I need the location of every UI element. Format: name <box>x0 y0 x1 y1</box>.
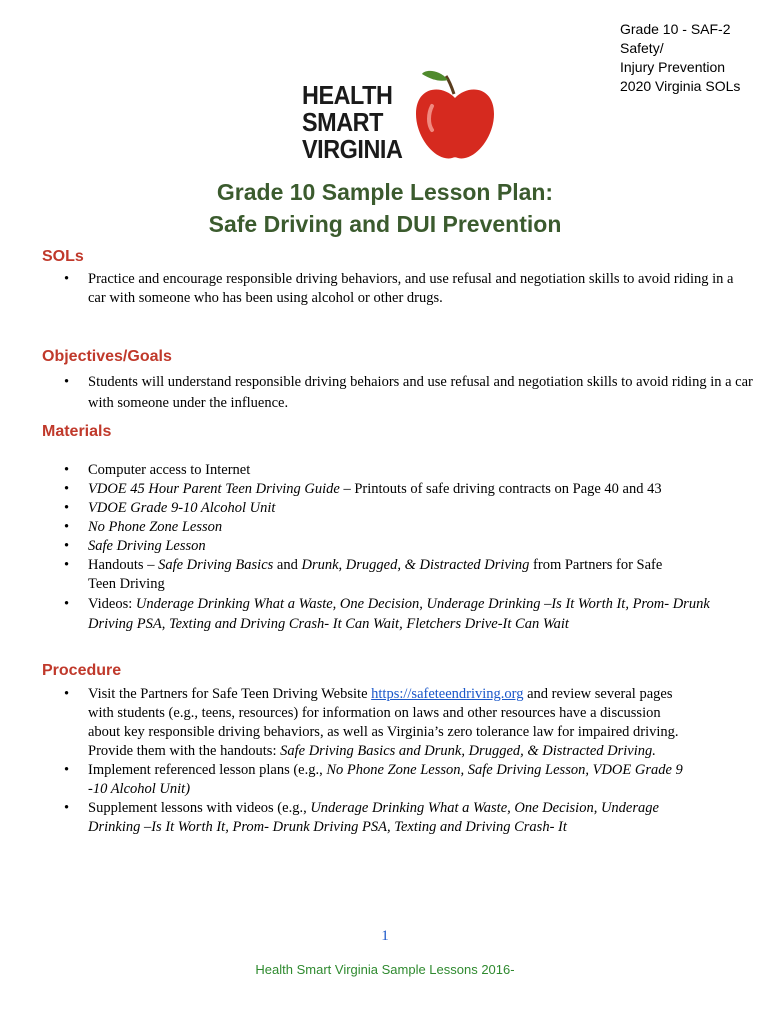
procedure-3-videos: Underage Drinking What a Waste, One Decision, Underage Drinking –Is It Worth It, Prom- Drunk Driving PSA, Texting and Driving Crash- It <box>88 800 659 835</box>
handouts-prefix: Handouts – <box>88 557 159 573</box>
title-line-2: Safe Driving and DUI Prevention <box>208 211 562 237</box>
safe-teen-driving-link[interactable]: https://safeteendriving.org <box>371 686 524 702</box>
material-computer: Computer access to Internet <box>88 462 251 478</box>
procedure-list <box>88 685 688 837</box>
list-item <box>88 461 688 480</box>
health-smart-virginia-logo <box>302 66 502 166</box>
lesson-title <box>0 176 770 240</box>
sols-heading: SOLs <box>42 248 84 265</box>
topic-line-1: Safety/ <box>620 40 664 56</box>
logo-line-1: HEALTH <box>302 80 393 110</box>
objectives-list <box>88 372 753 414</box>
procedure-heading: Procedure <box>42 662 122 679</box>
page-number: 1 <box>381 928 389 944</box>
material-driving-guide-detail: – Printouts of safe driving contracts on Page 40 and 43 <box>339 481 662 497</box>
list-item <box>88 761 688 799</box>
list-item <box>88 799 688 837</box>
list-item: • Students will understand responsible driving behaiors and use refusal and negotiation skills to avoid riding in a car with someone under the influence. <box>88 372 753 414</box>
header-info <box>620 20 740 96</box>
objectives-heading: Objectives/Goals <box>42 348 172 365</box>
materials-list <box>88 461 710 634</box>
videos-list: Underage Drinking What a Waste, One Decision, Underage Drinking –Is It Worth It, Prom- Drunk Driving PSA, Texting and Driving Crash- It Can Wait, Fletchers Drive-It Can Wait <box>88 596 710 632</box>
list-item <box>88 556 688 594</box>
list-item <box>88 518 688 537</box>
procedure-3-text: Supplement lessons with videos (e.g., <box>88 800 311 816</box>
handout-safe-driving-basics: Safe Driving Basics <box>158 557 274 573</box>
procedure-1-handouts: Safe Driving Basics and Drunk, Drugged, & Distracted Driving. <box>280 743 656 759</box>
material-safe-driving-lesson: Safe Driving Lesson <box>88 538 206 554</box>
material-no-phone-zone: No Phone Zone Lesson <box>88 519 223 535</box>
logo-line-3: VIRGINIA <box>302 134 403 164</box>
procedure-1-detail: and review several pages with students (e.g., teens, resources) for information on laws and other resources have a discussion about key responsible driving behaviors, as well as Virginia’s zero tolerance law for impaired driving. Provide them with the handouts: <box>88 686 679 759</box>
list-item <box>88 594 753 634</box>
material-alcohol-unit: VDOE Grade 9-10 Alcohol Unit <box>88 500 276 516</box>
handout-drunk-drugged: Drunk, Drugged, & Distracted Driving <box>301 557 530 573</box>
apple-icon <box>412 66 498 166</box>
list-item <box>88 685 688 761</box>
logo-wordmark <box>302 82 402 163</box>
procedure-2-lessons: No Phone Zone Lesson, Safe Driving Lesson, VDOE Grade 9 -10 Alcohol Unit) <box>88 762 683 797</box>
title-line-1: Grade 10 Sample Lesson Plan: <box>216 179 554 205</box>
logo-line-2: SMART <box>302 107 383 137</box>
procedure-2-text: Implement referenced lesson plans (e.g., <box>88 762 327 778</box>
footer-text: Health Smart Virginia Sample Lessons 2016- <box>255 962 515 977</box>
videos-prefix: Videos: <box>88 596 136 612</box>
grade-code: Grade 10 - SAF-2 <box>620 21 731 37</box>
procedure-1-text: Visit the Partners for Safe Teen Driving Website <box>88 686 372 702</box>
sols-list <box>88 270 753 308</box>
standards-label: 2020 Virginia SOLs <box>620 78 741 94</box>
handouts-and: and <box>273 557 302 573</box>
topic-line-2: Injury Prevention <box>620 59 726 75</box>
list-item <box>88 499 688 518</box>
handouts-suffix: from Partners for Safe Teen Driving <box>88 557 663 592</box>
material-driving-guide: VDOE 45 Hour Parent Teen Driving Guide <box>88 481 340 497</box>
list-item: • Practice and encourage responsible driving behaviors, and use refusal and negotiation skills to avoid riding in a car with someone who has been using alcohol or other drugs. <box>88 270 753 308</box>
list-item <box>88 537 688 556</box>
list-item <box>88 480 688 499</box>
materials-heading: Materials <box>42 423 112 440</box>
